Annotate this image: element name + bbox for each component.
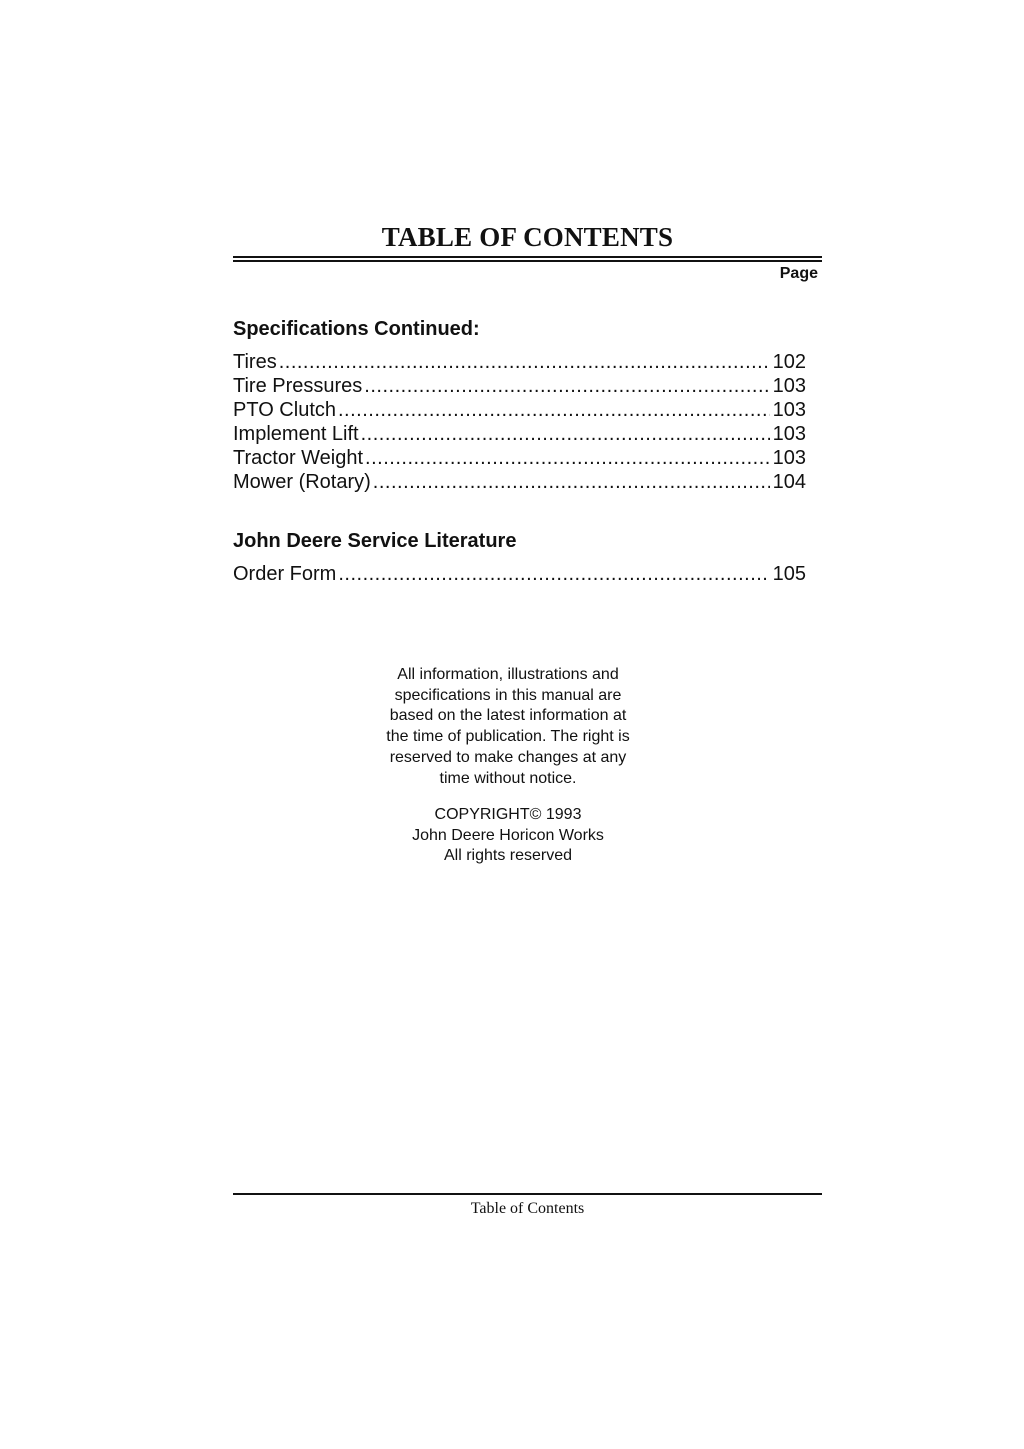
dot-leader [373, 470, 770, 494]
dot-leader [338, 562, 769, 586]
page-title: TABLE OF CONTENTS [381, 222, 674, 252]
section-heading: Specifications Continued: [233, 318, 480, 340]
toc-entry-page: 103 [772, 375, 806, 397]
toc-entry-page: 103 [772, 399, 806, 421]
page-column-label: Page [779, 265, 818, 282]
toc-entry-label: PTO Clutch [233, 399, 336, 421]
toc-entry-label: Implement Lift [233, 423, 359, 445]
copyright-line: All rights reserved [443, 847, 573, 865]
toc-entry-pto-clutch[interactable] [233, 398, 806, 422]
toc-section-service-literature [233, 528, 806, 586]
toc-entry-implement-lift[interactable] [233, 422, 806, 446]
dot-leader [365, 446, 770, 470]
section-heading: John Deere Service Literature [233, 530, 517, 552]
notice-line: reserved to make changes at any [389, 748, 627, 766]
toc-entry-tire-pressures[interactable] [233, 374, 806, 398]
notice-line: based on the latest information at [389, 707, 627, 725]
toc-entry-page: 103 [772, 423, 806, 445]
title-divider-top [233, 256, 822, 258]
notice-line: the time of publication. The right is [386, 728, 630, 746]
copyright-line: John Deere Horicon Works [412, 826, 604, 844]
copyright-line: COPYRIGHT© 1993 [434, 806, 582, 823]
toc-entry-label: Tires [233, 351, 277, 373]
footer-text: Table of Contents [470, 1200, 585, 1217]
toc-entry-mower-rotary[interactable] [233, 470, 806, 494]
toc-entry-page: 102 [772, 351, 806, 373]
dot-leader [364, 374, 769, 398]
footer-divider [233, 1193, 822, 1195]
dot-leader [361, 422, 770, 446]
dot-leader [338, 398, 770, 422]
copyright-block [358, 805, 658, 867]
notice-line: specifications in this manual are [394, 686, 622, 704]
toc-entry-label: Order Form [233, 563, 337, 585]
notice-line: All information, illustrations and [397, 666, 619, 683]
toc-entry-page: 105 [772, 563, 806, 585]
toc-entry-tires[interactable] [233, 350, 806, 374]
toc-entry-page: 103 [772, 447, 806, 469]
toc-entry-label: Mower (Rotary) [233, 471, 371, 493]
title-divider-bottom [233, 260, 822, 262]
disclaimer-notice [358, 665, 658, 789]
toc-section-specifications [233, 316, 806, 494]
toc-entry-tractor-weight[interactable] [233, 446, 806, 470]
toc-entry-order-form[interactable] [233, 562, 806, 586]
toc-entry-label: Tractor Weight [233, 447, 364, 469]
notice-line: time without notice. [439, 769, 577, 787]
dot-leader [279, 350, 770, 374]
toc-entry-label: Tire Pressures [233, 375, 363, 397]
toc-entry-page: 104 [772, 471, 806, 493]
